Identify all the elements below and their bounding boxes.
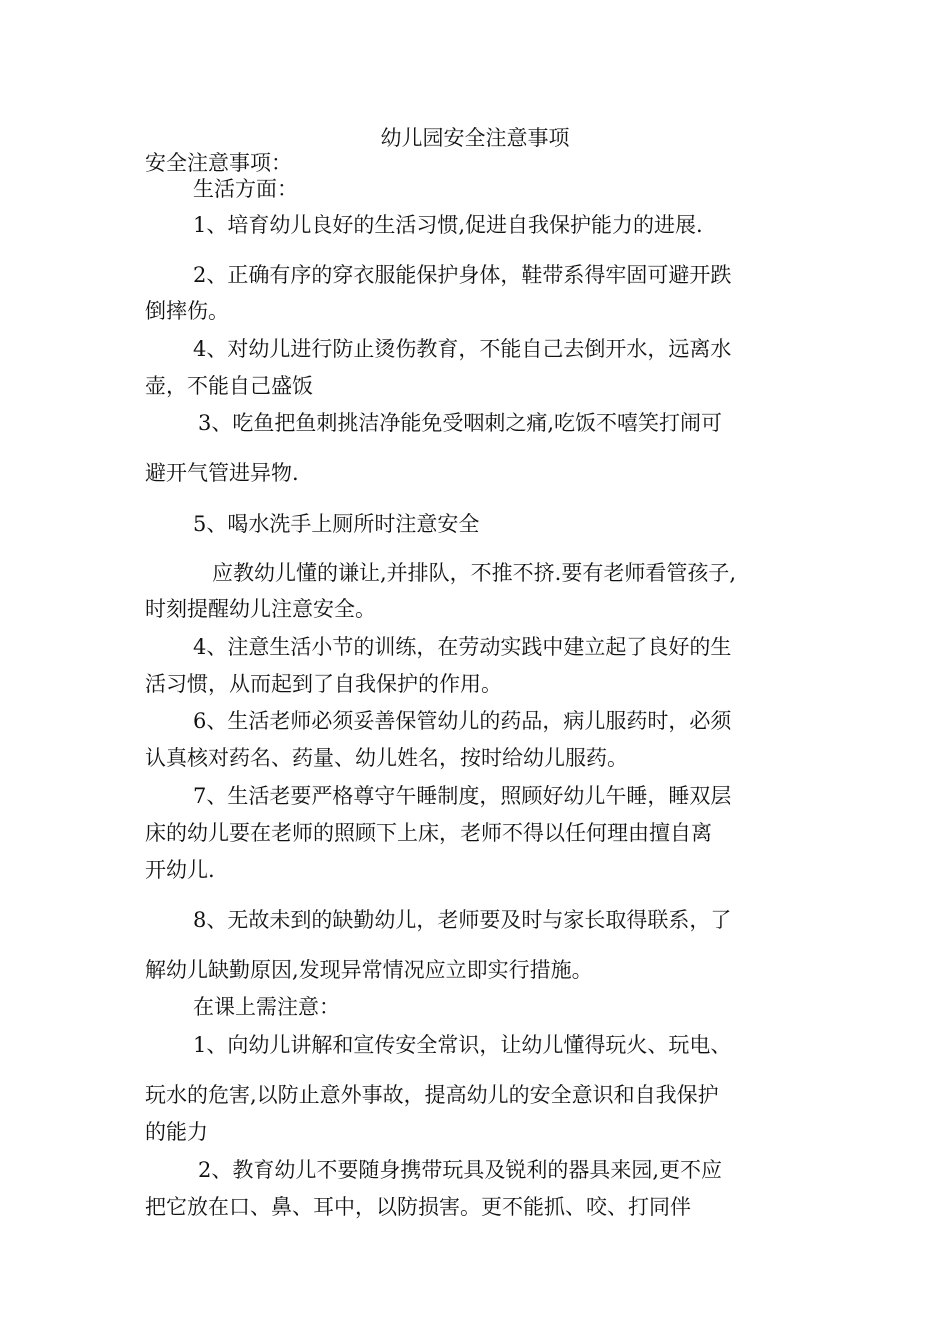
paragraph-line: 壶，不能自己盛饭 [145,374,313,398]
paragraph-line: 6、生活老师必须妥善保管幼儿的药品，病儿服药时，必须 [193,709,732,733]
paragraph-line: 5、喝水洗手上厕所时注意安全 [193,512,480,536]
paragraph-line: 4、对幼儿进行防止烫伤教育，不能自己去倒开水，远离水 [193,337,732,361]
paragraph-line: 应教幼儿懂的谦让,并排队，不推不挤.要有老师看管孩子, [212,561,737,585]
paragraph-line: 避开气管进异物. [145,461,299,485]
paragraph-line: 玩水的危害,以防止意外事故，提高幼儿的安全意识和自我保护 [145,1083,719,1107]
subheading-daily-life: 生活方面： [193,177,298,201]
paragraph-line: 4、注意生活小节的训练，在劳动实践中建立起了良好的生 [193,635,732,659]
paragraph-line: 2、教育幼儿不要随身携带玩具及锐利的器具来园,更不应 [198,1158,723,1182]
paragraph-line: 把它放在口、鼻、耳中，以防损害。更不能抓、咬、打同伴 [145,1195,691,1219]
paragraph-line: 7、生活老要严格尊守午睡制度，照顾好幼儿午睡，睡双层 [193,784,732,808]
paragraph-line: 1、向幼儿讲解和宣传安全常识，让幼儿懂得玩火、玩电、 [193,1033,732,1057]
section-heading-safety: 安全注意事项： [145,151,292,175]
document-title: 幼儿园安全注意事项 [380,126,570,150]
paragraph-line: 时刻提醒幼儿注意安全。 [145,597,376,621]
paragraph-line: 1、培育幼儿良好的生活习惯,促进自我保护能力的进展. [193,213,703,237]
paragraph-line: 活习惯，从而起到了自我保护的作用。 [145,672,502,696]
subheading-in-class: 在课上需注意： [193,995,340,1019]
paragraph-line: 8、无故未到的缺勤幼儿，老师要及时与家长取得联系，了 [193,908,732,932]
paragraph-line: 认真核对药名、药量、幼儿姓名，按时给幼儿服药。 [145,746,628,770]
paragraph-line: 的能力 [145,1120,208,1144]
paragraph-line: 2、正确有序的穿衣服能保护身体，鞋带系得牢固可避开跌 [193,263,732,287]
paragraph-line: 开幼儿. [145,858,215,882]
paragraph-line: 解幼儿缺勤原因,发现异常情况应立即实行措施。 [145,958,593,982]
paragraph-line: 床的幼儿要在老师的照顾下上床，老师不得以任何理由擅自离 [145,821,712,845]
paragraph-line: 倒摔伤。 [145,299,229,323]
paragraph-line: 3、吃鱼把鱼刺挑洁净能免受咽刺之痛,吃饭不嘻笑打闹可 [198,411,723,435]
